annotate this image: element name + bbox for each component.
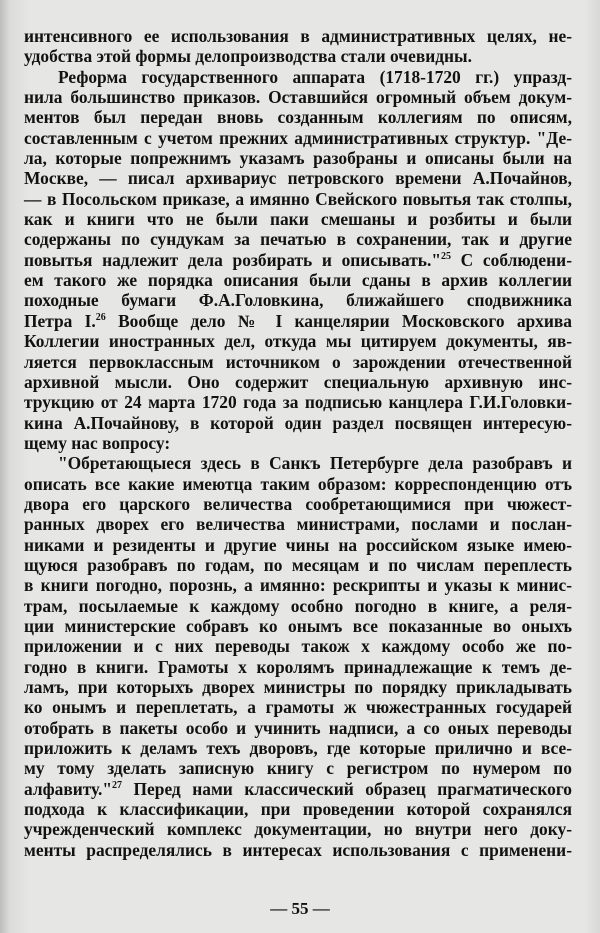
text-line-content: ем такого же порядка описания были сданы в архив коллегии [24, 270, 572, 291]
text-line [24, 26, 572, 46]
text-line-continuation: С соблюдени- [451, 249, 572, 270]
text-line-continuation: Вообще дело № I канцелярии Московского архива [105, 310, 572, 331]
text-line [24, 352, 572, 372]
text-line [24, 596, 572, 616]
text-line [24, 413, 572, 433]
text-line-content: трам, посылаемые к каждому особно погодно в книге, а реля- [24, 595, 572, 616]
text-line [24, 270, 572, 290]
body-text [24, 26, 572, 860]
text-line-continuation: Перед нами классический образец прагматического [122, 778, 572, 799]
text-line-content: ментов был передан вновь созданным коллегиям по описям, [24, 107, 572, 128]
footnote-ref: 25 [441, 250, 452, 262]
text-line-content: ции министерские собравъ ко онымъ все показанные во оныхъ [24, 615, 572, 636]
text-line [24, 636, 572, 656]
text-line-content: двора его царского величества сообретающимися при чюжест- [24, 493, 572, 514]
text-line [24, 758, 572, 778]
text-line [24, 779, 572, 799]
text-line-content: щуюся разобравъ по годам, по месяцам и по числам переплесть [24, 554, 572, 575]
text-line-content: Коллегии иностранных дел, откуда мы цитируем документы, яв- [24, 331, 572, 352]
text-line-content: приложении и с них переводы також х каждому особо же по- [24, 636, 572, 657]
text-line-content: Москве, — писал архивариус петровского времени А.Почайнов, [24, 168, 572, 189]
text-line-content: годно в книги. Грамоты х королямъ принадлежащие к темъ де- [24, 656, 572, 677]
text-line [24, 697, 572, 717]
text-line-content: алфавиту." [24, 778, 113, 799]
text-line-content: приложить к деламъ техъ дворовъ, где которые прилично и все- [24, 738, 572, 759]
text-line [24, 331, 572, 351]
text-line [24, 168, 572, 188]
text-line-content: ляется первоклассным источником о зарождении отечественной [24, 351, 572, 372]
text-line-content: описать все какие имеютца таким образом: корреспонденцию отъ [24, 473, 572, 494]
text-line [24, 392, 572, 412]
text-line-content: как и книги что не были паки смешаны и розбиты и были [24, 209, 572, 230]
text-line-content: — в Посольском приказе, а имянно Свейского повытья так столпы, [24, 188, 572, 209]
text-line [24, 718, 572, 738]
text-line [24, 148, 572, 168]
text-line-content: в книги погодно, порознь, а имянно: рескрипты и указы к минис- [24, 575, 572, 596]
footnote-ref: 26 [95, 311, 106, 323]
text-line-content: Петра I. [24, 310, 96, 331]
text-line-content: Реформа государственного аппарата (1718-1720 гг.) упразд- [58, 66, 572, 87]
text-line [24, 453, 572, 473]
text-line [24, 128, 572, 148]
text-line-content: архивной мысли. Оно содержит специальную архивную инс- [24, 371, 572, 392]
text-line [24, 433, 572, 453]
text-line-content: ранных дворех его величества министрами, послами и послан- [24, 514, 572, 535]
text-line [24, 290, 572, 310]
text-line [24, 474, 572, 494]
text-line [24, 555, 572, 575]
page-number: — 55 — [270, 899, 330, 918]
text-line [24, 657, 572, 677]
text-line-content: подхода к классификации, при проведении которой сохранялся [24, 799, 572, 820]
text-line-content: му тому зделать записную книгу с регистром по нумером по [24, 758, 572, 779]
text-line [24, 209, 572, 229]
text-line-content: ла, которые попрежнимъ указамъ разобраны и описаны были на [24, 148, 572, 169]
text-line-content: походные бумаги Ф.А.Головкина, ближайшего сподвижника [24, 290, 572, 311]
text-line [24, 250, 572, 270]
footnote-ref: 27 [112, 779, 123, 791]
text-line [24, 575, 572, 595]
text-line [24, 819, 572, 839]
text-line [24, 738, 572, 758]
text-line [24, 46, 572, 66]
text-line [24, 494, 572, 514]
text-line [24, 67, 572, 87]
text-line [24, 229, 572, 249]
text-line-content: менты распределялись в интересах использования с применени- [24, 839, 572, 860]
text-line [24, 311, 572, 331]
text-line [24, 189, 572, 209]
text-line-content: удобства этой формы делопроизводства стали очевидны. [24, 46, 472, 67]
text-line-content: "Обретающыеся здесь в Санкъ Петербурге дела разобравъ и [58, 453, 572, 474]
text-line-content: щему нас вопросу: [24, 432, 171, 453]
text-line-content: кина А.Почайнову, в которой один раздел посвящен интересую- [24, 412, 572, 433]
text-line [24, 616, 572, 636]
text-line [24, 107, 572, 127]
text-line [24, 87, 572, 107]
text-line [24, 840, 572, 860]
text-line-content: содержаны по сундукам за печатью в сохранении, так и другие [24, 229, 572, 250]
text-line-content: ко онымъ и переплетать, а грамоты ж чюжестранных государей [24, 697, 572, 718]
text-line-content: никами и резиденты и другие чины на российском языке имею- [24, 534, 572, 555]
text-line [24, 372, 572, 392]
text-line [24, 799, 572, 819]
text-line-content: ламъ, при которыхъ дворех министры по порядку прикладывать [24, 677, 572, 697]
text-line-content: интенсивного ее использования в административных целях, не- [24, 26, 572, 46]
text-line [24, 535, 572, 555]
text-line-content: трукцию от 24 марта 1720 года за подписью канцлера Г.И.Головки- [24, 392, 572, 413]
text-line-content: отобрать в пакеты особо и учинить надписи, а со оных переводы [24, 717, 572, 738]
text-line-content: составленным с учетом прежних административных структур. "Де- [24, 127, 572, 148]
text-line-content: нила большинство приказов. Оставшийся огромный объем докум- [24, 87, 572, 108]
text-line-content: повытья надлежит дела розбирать и описывать." [24, 249, 442, 270]
text-line-content: учрежденческий комплекс документации, но внутри него доку- [24, 819, 572, 840]
text-line [24, 677, 572, 697]
text-line [24, 514, 572, 534]
